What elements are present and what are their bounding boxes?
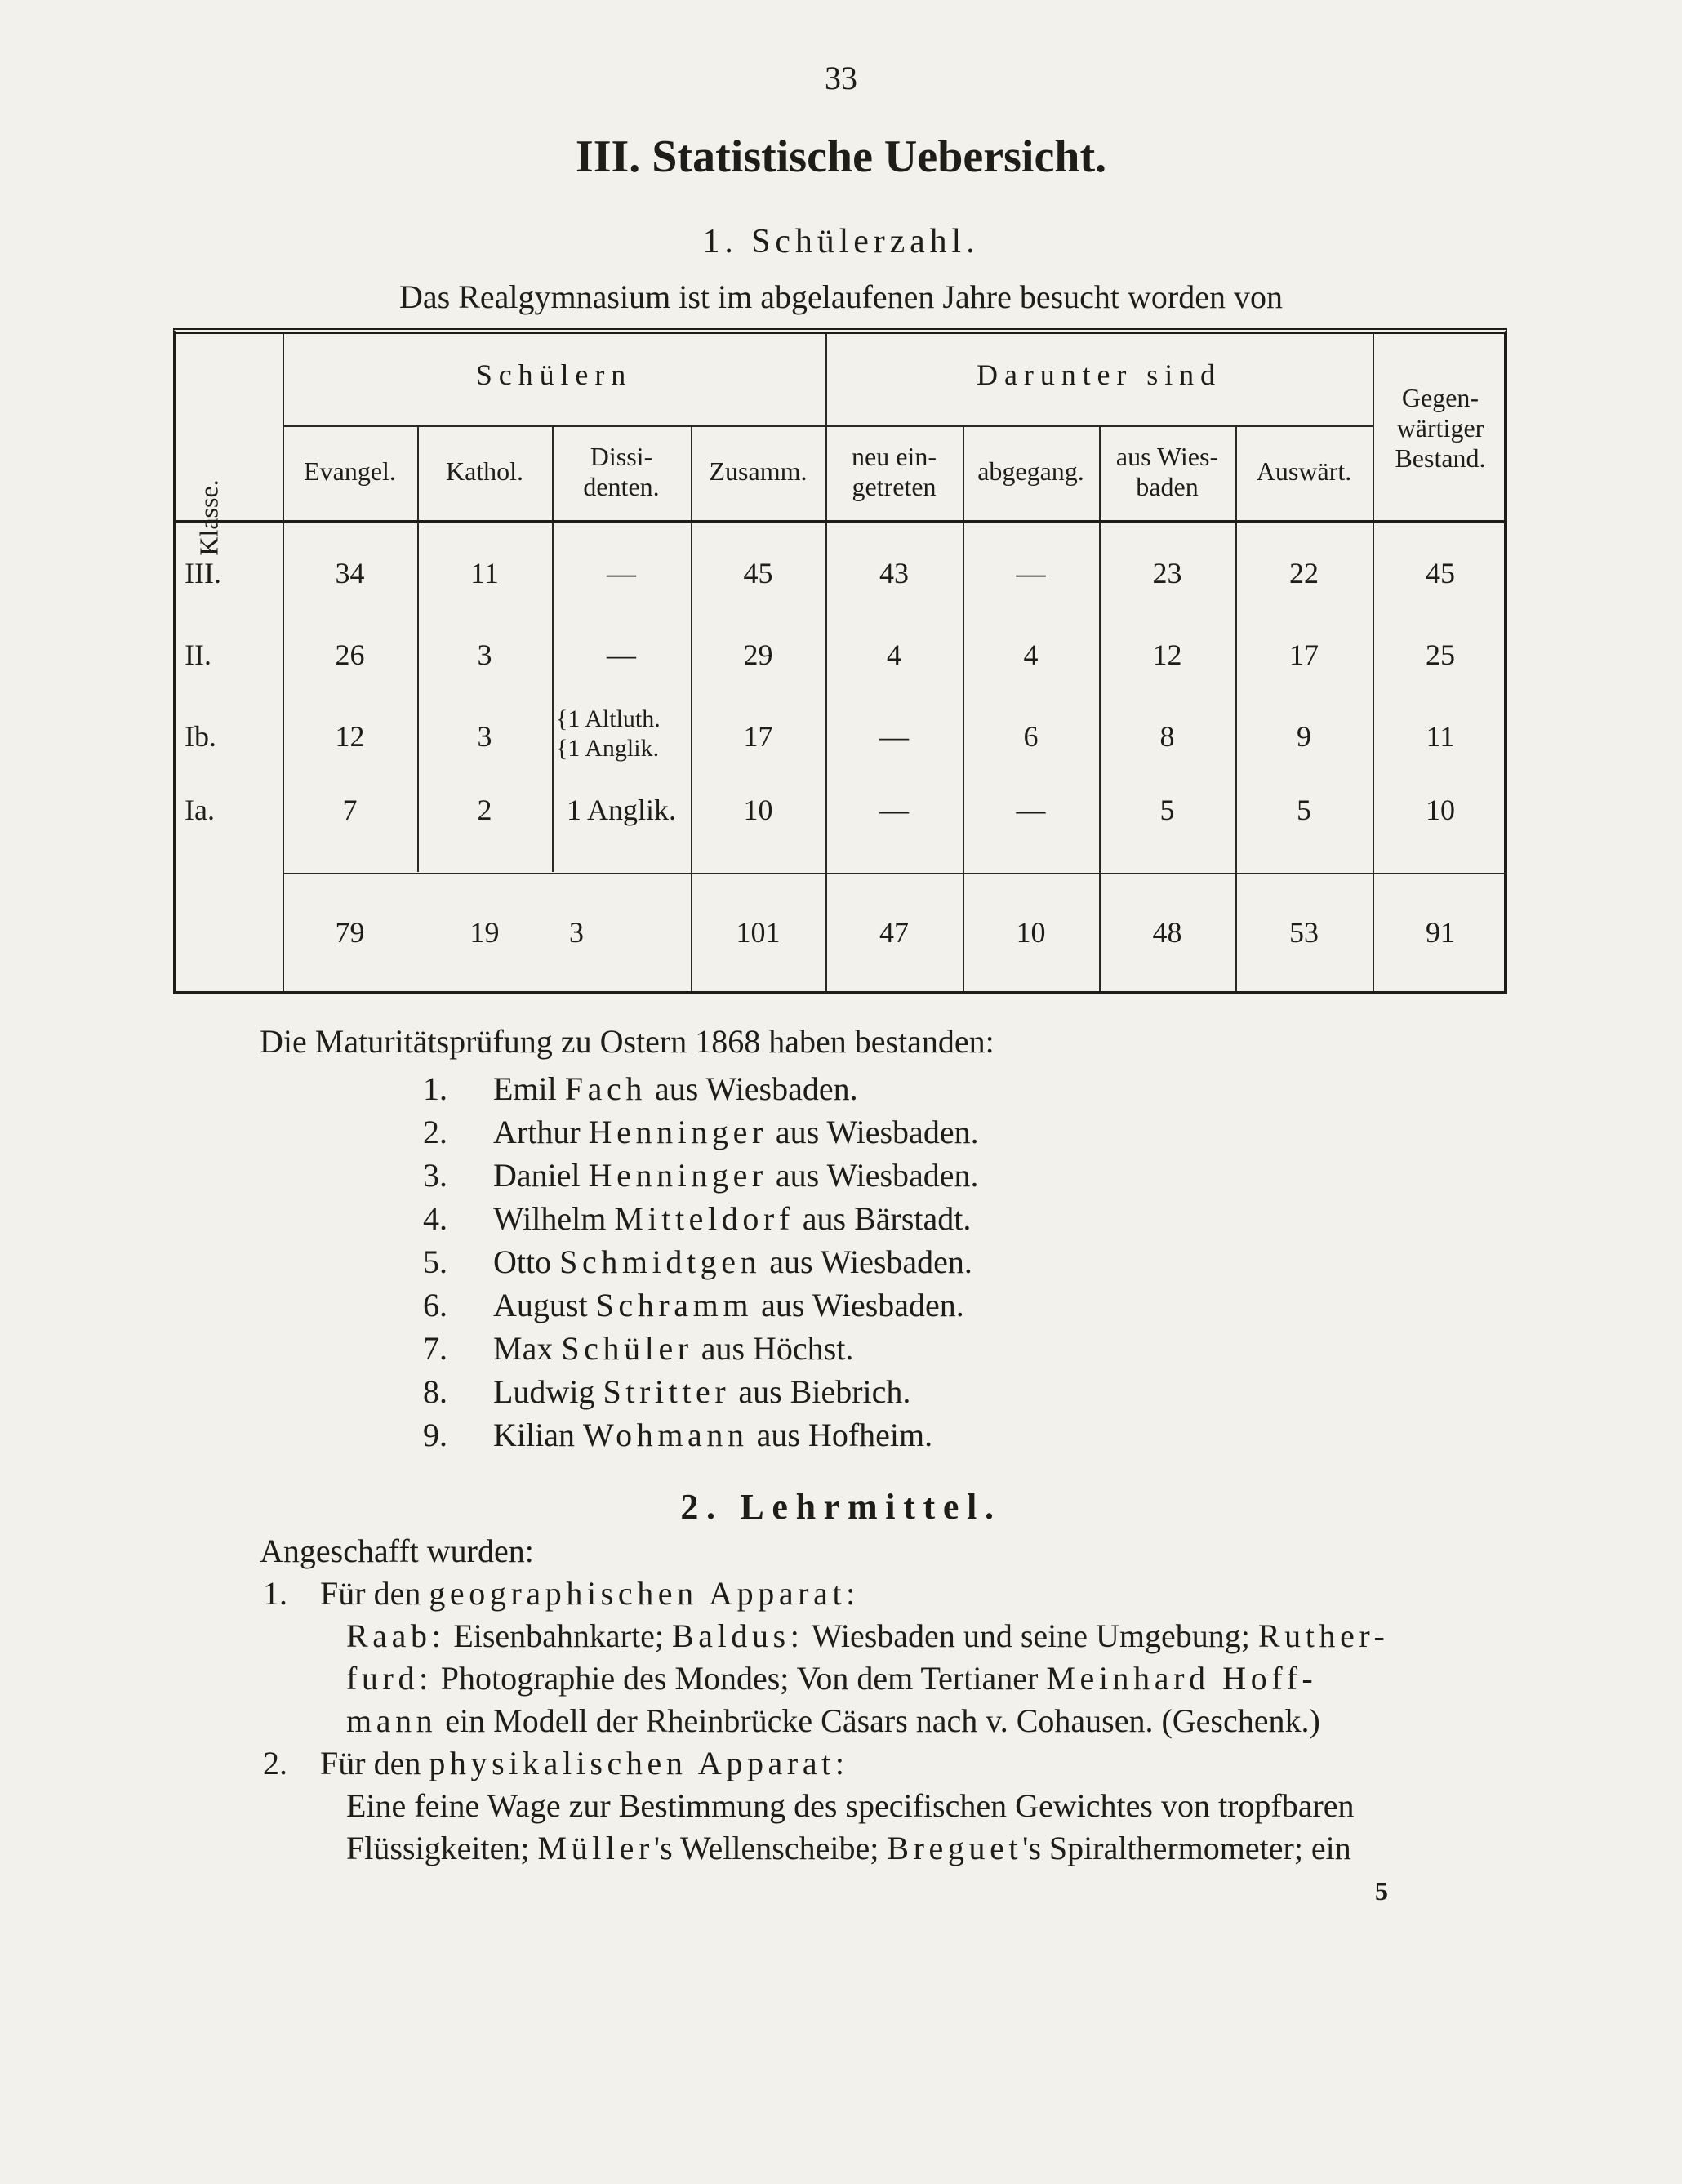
cell-neu: — xyxy=(879,720,909,753)
cell-dissidenten: — xyxy=(607,638,636,671)
cell-zusamm: 17 xyxy=(743,720,773,753)
cell-abgegang: 6 xyxy=(1023,720,1039,753)
total-auswaert: 53 xyxy=(1289,916,1319,949)
header-neu-eingetreten: neu ein- getreten xyxy=(852,442,937,501)
cell-kathol: 2 xyxy=(477,794,492,826)
cell-evangel: 34 xyxy=(335,557,365,589)
total-bestand: 91 xyxy=(1426,916,1455,949)
item1-line2: furd: Photographie des Mondes; Von dem Tertianer Meinhard Hoff- xyxy=(346,1660,1318,1697)
cell-evangel: 12 xyxy=(335,720,365,753)
cell-neu: — xyxy=(879,794,909,826)
subsection-title-schuelerzahl: 1. Schülerzahl. xyxy=(702,223,980,260)
cell-bestand: 45 xyxy=(1426,557,1455,589)
cell-abgegang: — xyxy=(1016,557,1046,589)
item1-line1: Raab: Eisenbahnkarte; Baldus: Wiesbaden und seine Umgebung; Ruther- xyxy=(346,1617,1390,1654)
subsection-title-lehrmittel: 2. Lehrmittel. xyxy=(680,1487,1002,1527)
total-zusamm: 101 xyxy=(736,916,781,949)
header-aus-wiesbaden: aus Wies- baden xyxy=(1115,442,1219,501)
total-neu: 47 xyxy=(879,916,909,949)
total-evangel: 79 xyxy=(335,916,365,949)
cell-wiesbaden: 8 xyxy=(1159,720,1175,753)
header-kathol: Kathol. xyxy=(445,456,524,486)
cell-neu: 43 xyxy=(879,557,909,589)
cell-klasse: Ib. xyxy=(185,720,216,753)
cell-neu: 4 xyxy=(887,638,901,671)
cell-bestand: 25 xyxy=(1426,638,1455,671)
cell-auswaert: 17 xyxy=(1289,638,1319,671)
total-abgegang: 10 xyxy=(1016,916,1046,949)
cell-zusamm: 10 xyxy=(743,794,773,826)
header-group-darunter: Darunter sind xyxy=(977,358,1221,391)
cell-klasse: Ia. xyxy=(185,794,215,826)
item1-line3: mann ein Modell der Rheinbrücke Cäsars nach v. Cohausen. (Geschenk.) xyxy=(346,1702,1320,1739)
table-totals-rule xyxy=(283,873,1507,874)
item2-line1: Eine feine Wage zur Bestimmung des specifischen Gewichtes von tropfbaren xyxy=(346,1787,1355,1824)
cell-wiesbaden: 12 xyxy=(1152,638,1182,671)
header-auswaert: Auswärt. xyxy=(1256,456,1352,486)
total-kathol: 19 xyxy=(469,916,500,949)
section-title: III. Statistische Uebersicht. xyxy=(575,131,1107,182)
cell-auswaert: 5 xyxy=(1297,794,1311,826)
cell-zusamm: 45 xyxy=(743,557,773,589)
header-klasse: Klasse. xyxy=(194,479,224,556)
item2-line2: Flüssigkeiten; Müller's Wellenscheibe; Breguet's Spiralthermometer; ein xyxy=(346,1830,1351,1866)
acquired-intro: Angeschafft wurden: xyxy=(260,1532,534,1569)
statistics-table xyxy=(173,328,1507,994)
cell-auswaert: 9 xyxy=(1297,720,1311,753)
cell-dissidenten: {1 Altluth. {1 Anglik. xyxy=(556,705,661,762)
cell-dissidenten: — xyxy=(607,557,636,589)
table-header-divider xyxy=(283,425,1373,427)
header-group-schuelern: Schülern xyxy=(475,358,633,391)
cell-bestand: 10 xyxy=(1426,794,1455,826)
cell-klasse: II. xyxy=(185,638,211,671)
cell-dissidenten: 1 Anglik. xyxy=(566,794,676,826)
table-col-divider xyxy=(1099,427,1101,991)
cell-auswaert: 22 xyxy=(1289,557,1319,589)
header-bestand: Gegen- wärtiger Bestand. xyxy=(1395,383,1486,473)
intro-line: Das Realgymnasium ist im abgelaufenen Jahre besucht worden von xyxy=(399,278,1283,315)
table-col-divider xyxy=(691,427,692,991)
cell-wiesbaden: 5 xyxy=(1159,794,1175,826)
signature-mark: 5 xyxy=(1375,1876,1388,1906)
header-evangel: Evangel. xyxy=(304,456,396,486)
table-col-divider xyxy=(963,427,964,991)
cell-evangel: 26 xyxy=(335,638,365,671)
table-header-rule xyxy=(176,520,1507,523)
cell-abgegang: 4 xyxy=(1023,638,1039,671)
cell-bestand: 11 xyxy=(1426,720,1455,753)
total-wiesbaden: 48 xyxy=(1152,916,1182,949)
page-number: 33 xyxy=(825,60,857,96)
header-abgegang: abgegang. xyxy=(977,456,1084,486)
cell-kathol: 11 xyxy=(470,557,499,589)
cell-klasse: III. xyxy=(185,557,221,589)
cell-wiesbaden: 23 xyxy=(1152,557,1182,589)
cell-kathol: 3 xyxy=(477,638,492,671)
cell-evangel: 7 xyxy=(342,794,358,826)
cell-zusamm: 29 xyxy=(743,638,773,671)
total-dissidenten: 3 xyxy=(569,916,584,949)
table-col-divider xyxy=(1235,427,1237,991)
cell-abgegang: — xyxy=(1016,794,1046,826)
document-page: 33 III. Statistische Uebersicht. 1. Schülerzahl. Das Realgymnasium ist im abgelaufenen Jahre besucht worden von Klasse. Schülern Darunter sind Gegen- wärtiger Bestand. Evangel. Kathol. Dissi- denten. Zusamm. neu ein- getreten abgegang. aus Wies- baden Auswärt. III. 34 11 — 45 43 — 23 22 45 II. 26 3 — 29 4 4 12 17 25 Ib. 12 3 {1 Altluth. {1 Anglik. 17 — 6 8 9 11 Ia. 7 2 1 Anglik. 10 — — 5 5 10 79 19 3 101 47 10 48 53 91 Die Maturitätsprüfung zu Ostern 1868 haben bestanden: 1. Emil Fach aus Wiesbaden. 2. Arthur Henninger aus Wiesbaden. 3. Daniel Henninger aus Wiesbaden. 4. Wilhelm Mitteldorf aus Bärstadt. 5. Otto Schmidtgen aus Wiesbaden. 6. August Schramm aus Wiesbaden. 7. Max Schüler aus Höchst. 8. Ludwig Stritter aus Biebrich. 9. Kilian Wohmann aus Hofheim. 2. Lehrmittel. Angeschafft wurden: 1. Für den geographischen Apparat: Raab: Eisenbahnkarte; Baldus: Wiesbaden und seine Umgebung; Ruther- furd: Photographie des Mondes; Von dem Tertianer Meinhard Hoff- mann ein Modell der Rheinbrücke Cäsars nach v. Cohausen. (Geschenk.) 2. Für den physikalischen Apparat: Eine feine Wage zur Bestimmung des specifischen Gewichtes von tropfbaren Flüssigkeiten; Müller's Wellenscheibe; Breguet's Spiralthermometer; ein 5 xyxy=(0,0,1682,2184)
header-zusamm: Zusamm. xyxy=(709,456,808,486)
header-dissidenten: Dissi- denten. xyxy=(583,442,660,501)
cell-kathol: 3 xyxy=(477,720,492,753)
maturity-intro: Die Maturitätsprüfung zu Ostern 1868 haben bestanden: xyxy=(260,1023,995,1060)
